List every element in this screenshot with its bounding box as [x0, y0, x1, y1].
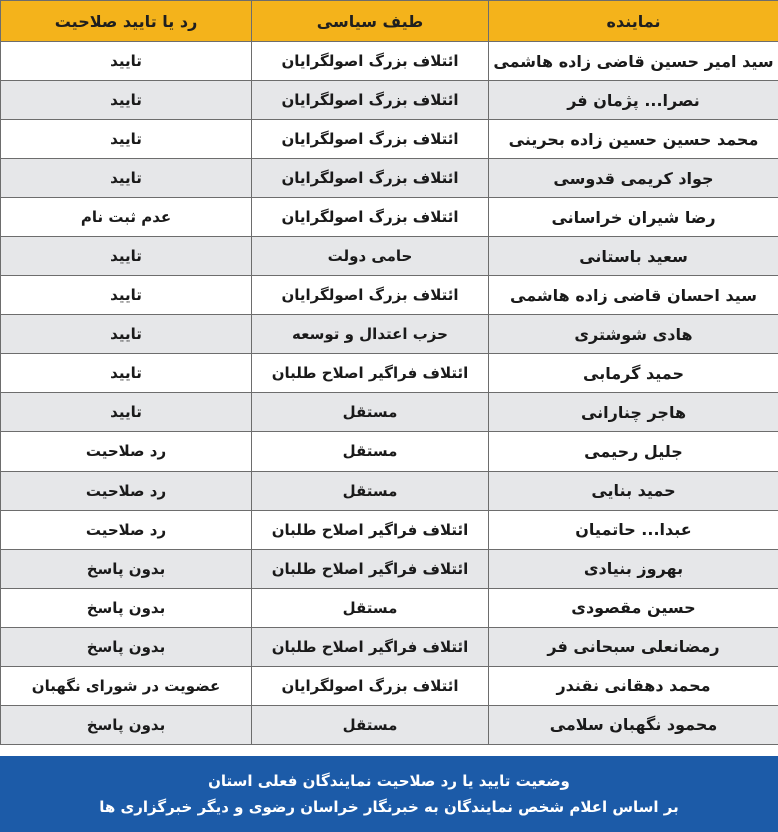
table-row: [1, 432, 778, 471]
cell-status: بدون پاسخ: [1, 627, 252, 666]
table-row: [1, 315, 778, 354]
cell-status: تایید: [1, 354, 252, 393]
cell-status: تایید: [1, 276, 252, 315]
cell-party: مستقل: [252, 471, 489, 510]
table-row: [1, 588, 778, 627]
cell-status: تایید: [1, 120, 252, 159]
cell-party: ائتلاف فراگیر اصلاح طلبان: [252, 510, 489, 549]
table-row: [1, 198, 778, 237]
cell-party: حامی دولت: [252, 237, 489, 276]
table-row: [1, 120, 778, 159]
cell-name: سید امیر حسین قاضی زاده هاشمی: [489, 42, 778, 81]
cell-name: عبدا... حاتمیان: [489, 510, 778, 549]
cell-name: سعید باستانی: [489, 237, 778, 276]
cell-party: مستقل: [252, 588, 489, 627]
cell-party: ائتلاف بزرگ اصولگرایان: [252, 81, 489, 120]
cell-name: محمود نگهبان سلامی: [489, 705, 778, 744]
column-header-name: نماینده: [489, 1, 778, 42]
cell-party: ائتلاف بزرگ اصولگرایان: [252, 42, 489, 81]
table-row: [1, 237, 778, 276]
cell-status: تایید: [1, 237, 252, 276]
cell-party: ائتلاف بزرگ اصولگرایان: [252, 666, 489, 705]
table-header-row: [1, 1, 778, 42]
table-row: [1, 159, 778, 198]
cell-name: محمد حسین حسین زاده بحرینی: [489, 120, 778, 159]
cell-status: تایید: [1, 159, 252, 198]
cell-party: ائتلاف بزرگ اصولگرایان: [252, 159, 489, 198]
cell-party: ائتلاف فراگیر اصلاح طلبان: [252, 549, 489, 588]
caption-line-2: بر اساس اعلام شخص نمایندگان به خبرنگار خراسان رضوی و دیگر خبرگزاری ها: [99, 798, 679, 816]
cell-status: تایید: [1, 81, 252, 120]
cell-status: رد صلاحیت: [1, 471, 252, 510]
cell-name: سید احسان قاضی زاده هاشمی: [489, 276, 778, 315]
cell-status: بدون پاسخ: [1, 705, 252, 744]
cell-name: هاجر چنارانی: [489, 393, 778, 432]
table-row: [1, 471, 778, 510]
cell-name: حمید گرمابی: [489, 354, 778, 393]
table-row: [1, 393, 778, 432]
cell-name: بهروز بنیادی: [489, 549, 778, 588]
caption-line-1: وضعیت تایید یا رد صلاحیت نمایندگان فعلی استان: [208, 772, 570, 790]
cell-name: محمد دهقانی نقندر: [489, 666, 778, 705]
cell-party: ائتلاف بزرگ اصولگرایان: [252, 198, 489, 237]
cell-name: حسین مقصودی: [489, 588, 778, 627]
table-row: [1, 549, 778, 588]
table-row: [1, 666, 778, 705]
cell-party: ائتلاف فراگیر اصلاح طلبان: [252, 627, 489, 666]
cell-party: مستقل: [252, 393, 489, 432]
column-header-party: طیف سیاسی: [252, 1, 489, 42]
caption-banner: [0, 756, 778, 832]
cell-status: تایید: [1, 315, 252, 354]
cell-status: عضویت در شورای نگهبان: [1, 666, 252, 705]
column-header-status: رد یا تایید صلاحیت: [1, 1, 252, 42]
cell-name: رمضانعلی سبحانی فر: [489, 627, 778, 666]
table-row: [1, 510, 778, 549]
cell-status: بدون پاسخ: [1, 588, 252, 627]
cell-party: حزب اعتدال و توسعه: [252, 315, 489, 354]
cell-status: رد صلاحیت: [1, 510, 252, 549]
table-row: [1, 627, 778, 666]
cell-status: رد صلاحیت: [1, 432, 252, 471]
cell-party: مستقل: [252, 705, 489, 744]
cell-name: حمید بنایی: [489, 471, 778, 510]
cell-status: بدون پاسخ: [1, 549, 252, 588]
cell-party: ائتلاف بزرگ اصولگرایان: [252, 276, 489, 315]
cell-party: مستقل: [252, 432, 489, 471]
table-row: [1, 354, 778, 393]
cell-name: نصرا... پژمان فر: [489, 81, 778, 120]
table-row: [1, 276, 778, 315]
cell-status: تایید: [1, 393, 252, 432]
cell-name: جلیل رحیمی: [489, 432, 778, 471]
table-row: [1, 705, 778, 744]
cell-name: جواد کریمی قدوسی: [489, 159, 778, 198]
cell-party: ائتلاف فراگیر اصلاح طلبان: [252, 354, 489, 393]
cell-name: رضا شیران خراسانی: [489, 198, 778, 237]
table-row: [1, 81, 778, 120]
table-row: [1, 42, 778, 81]
cell-name: هادی شوشتری: [489, 315, 778, 354]
cell-status: تایید: [1, 42, 252, 81]
cell-party: ائتلاف بزرگ اصولگرایان: [252, 120, 489, 159]
cell-status: عدم ثبت نام: [1, 198, 252, 237]
